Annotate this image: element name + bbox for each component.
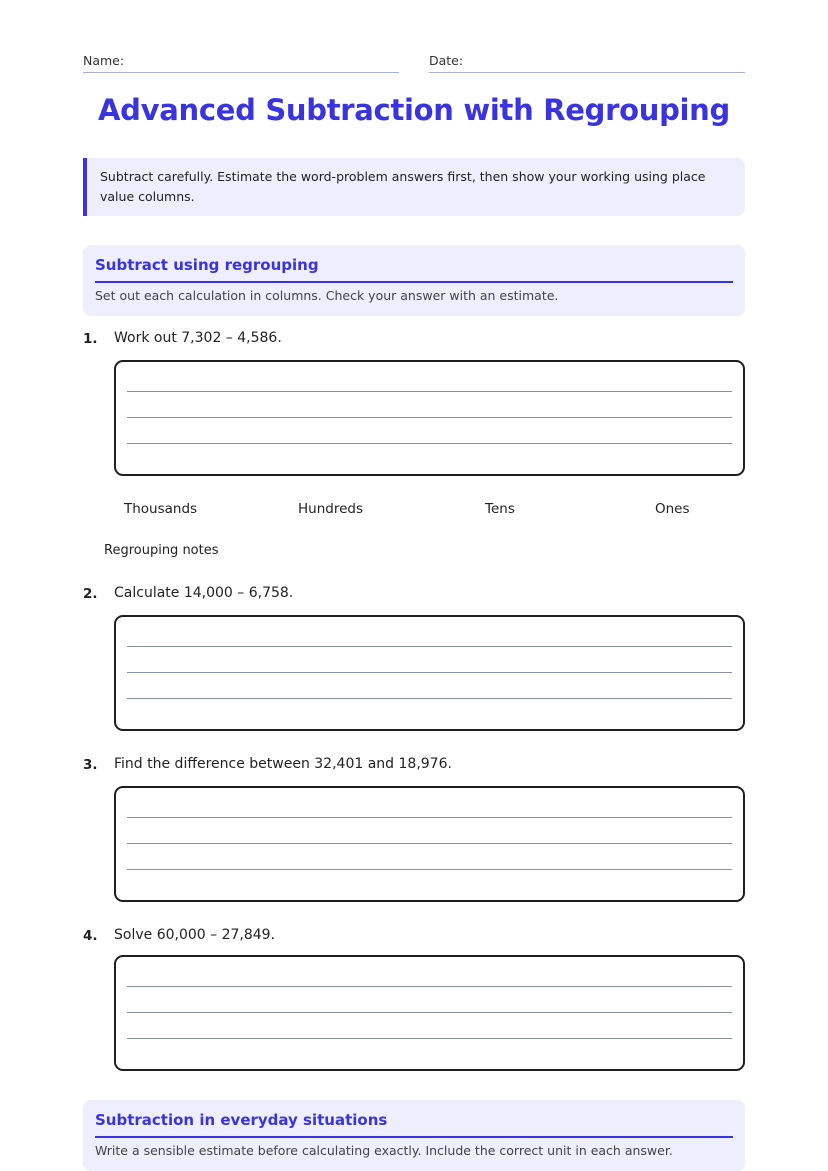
intro-callout bbox=[83, 158, 745, 216]
question-number: 4. bbox=[83, 928, 98, 944]
regrouping-notes-label: Regrouping notes bbox=[104, 543, 219, 558]
answer-line bbox=[127, 698, 732, 699]
section-title: Subtract using regrouping bbox=[95, 256, 319, 274]
section-title: Subtraction in everyday situations bbox=[95, 1111, 388, 1129]
intro-text: Subtract carefully. Estimate the word-problem answers first, then show your working using place value columns. bbox=[100, 169, 706, 204]
answer-line bbox=[127, 391, 732, 392]
section-description: Set out each calculation in columns. Check your answer with an estimate. bbox=[95, 288, 559, 303]
place-value-hundreds: Hundreds bbox=[298, 501, 363, 517]
answer-line bbox=[127, 646, 732, 647]
answer-line bbox=[127, 443, 732, 444]
date-label: Date: bbox=[429, 53, 464, 68]
section-everyday-situations bbox=[83, 1100, 745, 1171]
question-number: 3. bbox=[83, 757, 98, 773]
place-value-tens: Tens bbox=[485, 501, 515, 517]
question-text: Solve 60,000 – 27,849. bbox=[114, 927, 276, 943]
question-text: Find the difference between 32,401 and 18,976. bbox=[114, 756, 452, 772]
question-number: 1. bbox=[83, 331, 98, 347]
date-field[interactable] bbox=[429, 72, 745, 73]
answer-line bbox=[127, 869, 732, 870]
answer-line bbox=[127, 417, 732, 418]
section-description: Write a sensible estimate before calculating exactly. Include the correct unit in each answer. bbox=[95, 1143, 673, 1158]
answer-box[interactable] bbox=[114, 955, 745, 1071]
answer-line bbox=[127, 1012, 732, 1013]
name-field[interactable] bbox=[83, 72, 399, 73]
question-text: Calculate 14,000 – 6,758. bbox=[114, 585, 294, 601]
answer-line bbox=[127, 986, 732, 987]
answer-box[interactable] bbox=[114, 615, 745, 731]
answer-box[interactable] bbox=[114, 786, 745, 902]
answer-line bbox=[127, 817, 732, 818]
answer-box[interactable] bbox=[114, 360, 745, 476]
worksheet-title: Advanced Subtraction with Regrouping bbox=[98, 93, 730, 127]
answer-line bbox=[127, 672, 732, 673]
answer-line bbox=[127, 843, 732, 844]
section-divider bbox=[95, 1136, 733, 1138]
place-value-ones: Ones bbox=[655, 501, 690, 517]
place-value-thousands: Thousands bbox=[124, 501, 198, 517]
name-label: Name: bbox=[83, 53, 125, 68]
question-text: Work out 7,302 – 4,586. bbox=[114, 330, 282, 346]
answer-line bbox=[127, 1038, 732, 1039]
section-regrouping bbox=[83, 245, 745, 316]
question-number: 2. bbox=[83, 586, 98, 602]
section-divider bbox=[95, 281, 733, 283]
